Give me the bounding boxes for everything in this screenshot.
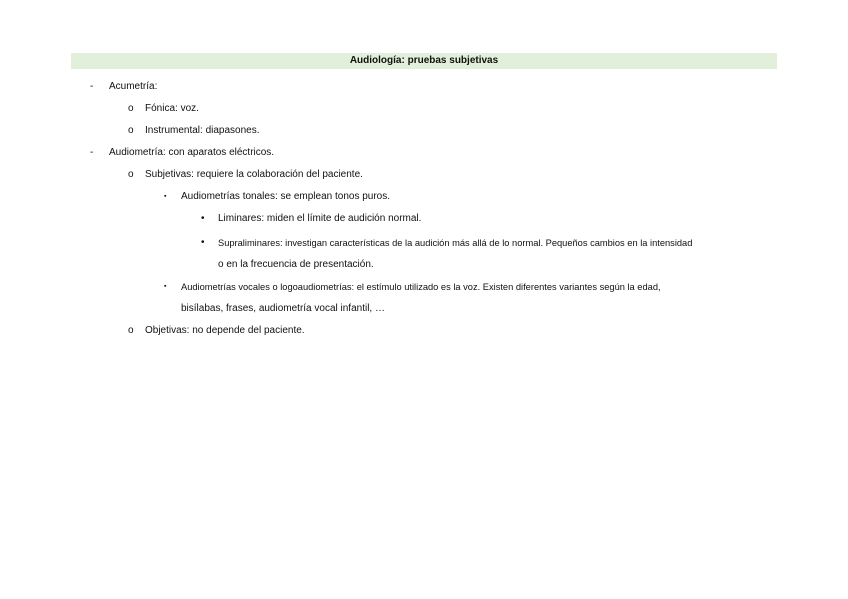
list-marker-square: ▪ [164, 283, 167, 290]
list-item-subjetivas: Subjetivas: requiere la colaboración del paciente. [145, 169, 363, 180]
list-item-audiometria: Audiometría: con aparatos eléctricos. [109, 147, 275, 158]
list-marker-square: ▪ [164, 193, 167, 200]
list-marker-dash: - [90, 147, 94, 158]
list-marker-bullet: • [201, 213, 205, 224]
list-marker-circle: o [128, 103, 134, 114]
list-item-vocales-cont: bisílabas, frases, audiometría vocal infantil, … [181, 303, 385, 314]
list-marker-circle: o [128, 325, 134, 336]
list-item-fonica: Fónica: voz. [145, 103, 199, 114]
list-item-acumetria: Acumetría: [109, 81, 158, 92]
list-marker-circle: o [128, 125, 134, 136]
list-item-supraliminares-cont: o en la frecuencia de presentación. [218, 259, 374, 270]
list-marker-dash: - [90, 81, 94, 92]
list-item-objetivas: Objetivas: no depende del paciente. [145, 325, 305, 336]
list-marker-circle: o [128, 169, 134, 180]
list-item-tonales: Audiometrías tonales: se emplean tonos puros. [181, 191, 391, 202]
document-title: Audiología: pruebas subjetivas [71, 53, 777, 69]
list-item-supraliminares: Supraliminares: investigan características de la audición más allá de lo normal. Pequeños cambios en la intensidad [218, 238, 693, 248]
list-item-vocales: Audiometrías vocales o logoaudiometrías: el estímulo utilizado es la voz. Existen diferentes variantes según la edad, [181, 282, 661, 292]
list-marker-bullet: • [201, 237, 205, 248]
list-item-liminares: Liminares: miden el límite de audición normal. [218, 213, 422, 224]
list-item-instrumental: Instrumental: diapasones. [145, 125, 260, 136]
